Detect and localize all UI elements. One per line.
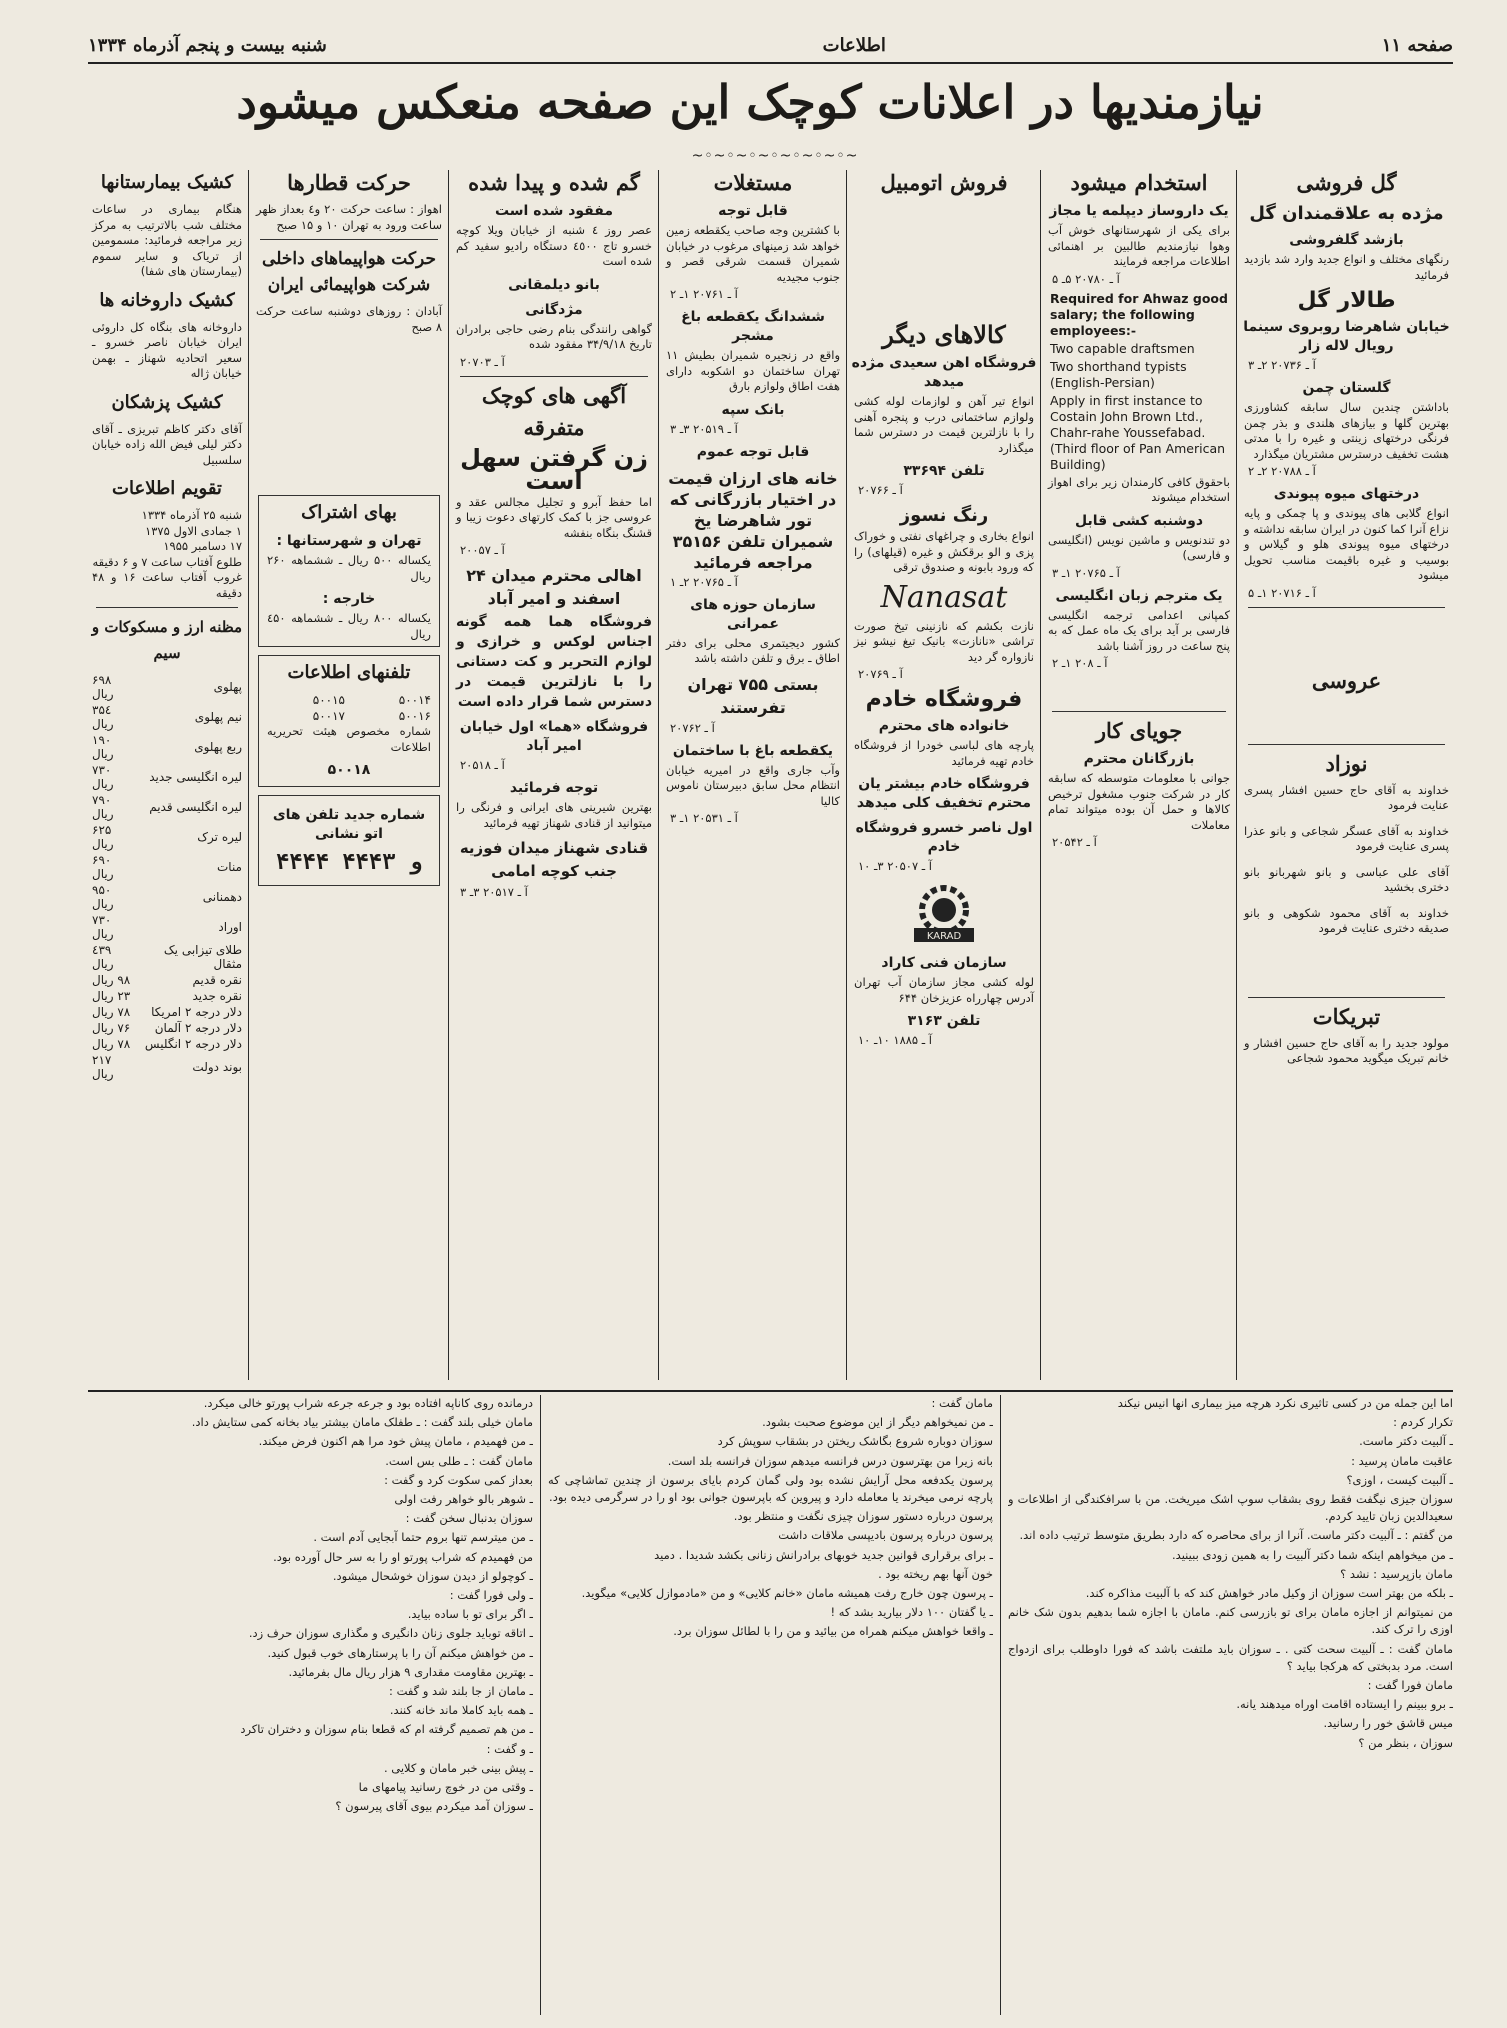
congrats-heading: تبریکات bbox=[1312, 1003, 1381, 1029]
ad-code: آ ـ ۲۰۵۳۱ ۱ـ ۳ bbox=[670, 811, 738, 825]
doctors-heading: کشیک پزشکان bbox=[111, 391, 223, 413]
phones-note: شماره مخصوص هیئت تحریریه اطلاعات bbox=[267, 724, 431, 754]
currency-name: لیره انگلیسی جدید bbox=[149, 770, 242, 784]
currency-value: ۷۳۰ ریال bbox=[92, 763, 114, 791]
page-banner-title: نیازمندیها در اعلانات کوچک این صفحه منعکس میشود bbox=[236, 75, 1264, 129]
masthead-page-number: صفحه ۱۱ bbox=[1381, 34, 1453, 56]
currency-value: ۷۸ ریال bbox=[92, 1037, 131, 1051]
ad-code: آ ـ ۲۰۷۶۹ bbox=[858, 667, 903, 681]
column-heading: گل فروشی bbox=[1296, 170, 1397, 195]
currency-value: ۲۳ ریال bbox=[92, 989, 131, 1003]
ad-code: آ ـ ۲۰۵۱۹ ۳ـ ۳ bbox=[670, 421, 738, 436]
story-paragraph: بانه زیرا من بهترسون درس فرانسه میدهم سوزان فرانسه بلد است. bbox=[667, 1453, 993, 1468]
ad-title: خانواده های محترم bbox=[878, 718, 1010, 734]
ad-code: آ ـ ۲۰۷۶۱ ۱ـ ۲ bbox=[670, 287, 738, 301]
new-phone-label: شماره جدید تلفن های اتو نشانی bbox=[272, 807, 426, 842]
ad-title: ششدانگ یکقطعه باغ مشجر bbox=[681, 309, 825, 344]
story-paragraph: ـ من نمیخواهم دیگر از این موضوع صحبت بشود. bbox=[762, 1415, 993, 1430]
column-cars-goods bbox=[850, 170, 1038, 1380]
ad-code: آ ـ ۲۰۷۶۲ bbox=[670, 720, 715, 735]
column-rule bbox=[1236, 170, 1237, 1380]
ad-bank: بانک سپه bbox=[721, 401, 785, 418]
english-ad-line: Two capable draftsmen bbox=[1050, 340, 1195, 356]
divider bbox=[1052, 711, 1226, 712]
wedding-heading: عروسی bbox=[1311, 667, 1382, 693]
ad-text: با کشترین وجه صاحب یکقطعه زمین خواهد شد زمینهای مرغوب در خیابان شمیران قسمت شرقی قصر و جنوب مجیدیه bbox=[666, 223, 840, 284]
calendar-line: ۱ جمادی الاول ۱۳۷۵ bbox=[145, 523, 242, 538]
ad-title: قابل توجه bbox=[718, 203, 788, 219]
ad-title: قابل توجه عموم bbox=[696, 443, 810, 460]
english-ad-line: Two shorthand typists (English-Persian) bbox=[1050, 358, 1187, 390]
column-rule bbox=[1000, 1395, 1001, 2015]
story-paragraph: پرسون یکدفعه محل آرایش نشده بود ولی گمان کردم بایای برسون از چندین تماشاچی که پارچه نرمی میخرند یا معامله دارد و پیروین که باپرسون جوانی بود او را در سرگرمی دیده بود. bbox=[548, 1472, 993, 1505]
currency-value: ٤۳۹ ریال bbox=[92, 943, 114, 971]
pharmacy-heading: کشیک داروخانه ها bbox=[99, 289, 235, 311]
ad-text: عصر روز ٤ شنبه از خیابان ویلا کوچه خسرو تاج ٤٥٠٠ دستگاه رادیو سفید کم شده است bbox=[456, 223, 652, 268]
ornament-divider: ~◦~◦~◦~◦~◦~◦~◦~ bbox=[691, 148, 859, 164]
currency-heading: مظنه ارز و مسکوکات و سیم bbox=[91, 618, 243, 662]
ad-note: فروشگاه خادم بیشتر یان محترم تخفیف کلی میدهد bbox=[856, 776, 1032, 811]
currency-row bbox=[88, 792, 246, 822]
currency-value: ۲۱۷ ریال bbox=[92, 1053, 114, 1081]
column-heading: فروش اتومبیل bbox=[880, 170, 1008, 195]
currency-name: لیره ترک bbox=[197, 830, 242, 844]
calendar-line: ۱۷ دسامبر ۱۹۵۵ bbox=[163, 539, 242, 553]
divider bbox=[1248, 997, 1445, 998]
serial-story bbox=[88, 1395, 1453, 2015]
ad-code: آ ـ ۲۰۷۸۸ ۲ـ ۲ bbox=[1248, 464, 1316, 478]
masthead bbox=[88, 30, 1453, 60]
subscription-box bbox=[258, 495, 440, 647]
column-rule bbox=[540, 1395, 541, 2015]
story-paragraph: سوزان دوباره شروع بگاشک ریختن در بشقاب سوپش کرد bbox=[717, 1434, 993, 1449]
story-paragraph: مامان بازپرسید : نشد ؟ bbox=[1340, 1566, 1453, 1581]
subscription-domestic-label: تهران و شهرستانها : bbox=[276, 533, 422, 549]
story-column bbox=[548, 1395, 993, 2015]
karad-gear-logo-icon bbox=[904, 878, 984, 948]
story-paragraph: ـ واقعا خواهش میکنم همراه من بیائید و من را با لطائل سوزان برد. bbox=[673, 1624, 993, 1639]
classified-columns bbox=[88, 170, 1453, 1380]
ad-address: خیابان شاهرضا روبروی سینما رویال لاله زار bbox=[1243, 319, 1450, 354]
ad-text: واقع در زنجیره شمیران بطیش ۱۱ تهران ساختمان دو اشکوبه دارای هفت اطاق ولوازم بارق bbox=[666, 348, 840, 393]
column-flowers bbox=[1240, 170, 1453, 1380]
story-paragraph: مامان گفت : ـ آلبیت سحت کتی . ـ سوزان باید ملتفت باشد که فورا داوطلب برای ازدواج است. مرد بدبختی که هرکجا بیاید ؟ bbox=[1008, 1641, 1453, 1673]
story-paragraph: سوزان جیزی نیگفت فقط روی بشقاب سوپ اشک میریخت. من با سرافکندگی از اطلاعات و سعیدالدین زبان تایید کردم. bbox=[1008, 1492, 1453, 1524]
ad-title: مفقود شده است bbox=[494, 203, 614, 219]
phones-heading: تلفنهای اطلاعات bbox=[287, 662, 411, 683]
ad-text: انواع گلابی های پیوندی و پا چمکی و پایه نزاع آنرا کما کنون در ایران سابقه نداشته و درختهای میوه پیوندی هلو و گیلاس و بوسیب و غیره باقیمت مناسب تحویل میشود bbox=[1244, 506, 1449, 582]
ad-text: کمپانی اعدامی ترجمه انگلیسی فارسی بر آید برای یک ماه عمل که به پنج ساعت در روز آشنا باشد bbox=[1048, 607, 1230, 653]
birth-heading: نوزاد bbox=[1325, 750, 1368, 776]
story-paragraph: من نمیتوانم از اجازه مامان برای تو بازرسی کنم. مامان با اجازه شما بدهیم بدون شک خانم اوزی را ترک کند. bbox=[1008, 1605, 1453, 1637]
ad-code: آ ـ ۲۰۷۶۵ ۱ـ ۳ bbox=[1052, 565, 1120, 580]
story-paragraph: ـ ولی فورا گفت : bbox=[449, 1588, 533, 1603]
new-phone-box bbox=[258, 795, 440, 886]
currency-row bbox=[88, 972, 246, 988]
story-paragraph: ـ و گفت : bbox=[486, 1741, 533, 1756]
story-paragraph: ـ من میترسم تنها بروم حتما آبجایی آدم است . bbox=[313, 1530, 533, 1545]
ad-address: اول ناصر خسرو فروشگاه خادم bbox=[855, 820, 1033, 855]
story-paragraph: تکرار کردم : bbox=[1393, 1415, 1453, 1430]
ad-title: توجه فرمائید bbox=[509, 780, 599, 796]
goods-heading: کالاهای دیگر bbox=[882, 320, 1006, 349]
phone-number: ۵۰۰۱۸ bbox=[327, 762, 371, 778]
currency-row bbox=[88, 912, 246, 942]
story-paragraph: ـ اتاقه توباید جلوی زنان دانگیری و مگذاری سوزان حرف زد. bbox=[248, 1626, 533, 1641]
column-lost-found bbox=[452, 170, 656, 1380]
masthead-date: شنبه بیست و پنجم آذرماه ۱۳۳۴ bbox=[88, 34, 327, 56]
currency-row bbox=[88, 672, 246, 702]
calendar-heading: تقویم اطلاعات bbox=[112, 478, 222, 499]
currency-value: ۹۵۰ ریال bbox=[92, 883, 114, 911]
story-paragraph: ـ یا گفتان ۱۰۰ دلار بیارید بشد که ! bbox=[830, 1605, 993, 1620]
currency-row bbox=[88, 1020, 246, 1036]
ad-highlight: زن گرفتن سهل است bbox=[460, 443, 648, 495]
currency-row bbox=[88, 762, 246, 792]
section-rule bbox=[88, 1390, 1453, 1392]
currency-row bbox=[88, 882, 246, 912]
column-heading: مستغلات bbox=[713, 170, 793, 195]
currency-name: طلای تیزابی یک مثقال bbox=[163, 943, 242, 971]
hospital-text: هنگام بیماری در ساعات مختلف شب بالاترتیب به مرکز زیر مراجعه فرمائید: مسمومین از تریاک و سایر سموم (بیمارستان های شفا) bbox=[92, 202, 242, 278]
story-paragraph: ـ من خواهش میکنم آن را با پرستارهای خوب قبول کنید. bbox=[267, 1645, 533, 1660]
currency-row bbox=[88, 1052, 246, 1082]
story-paragraph: سوزان ، بنظر من ؟ bbox=[1358, 1735, 1453, 1750]
story-paragraph: خون آنها بهم ریخته بود . bbox=[878, 1566, 993, 1581]
currency-value: ۶۹۰ ریال bbox=[92, 853, 114, 881]
ad-text: برای یکی از شهرستانهای خوش آب وهوا نیازمندیم طالبین بر اهنمائی اطلاعات مراجعه فرمایند bbox=[1048, 223, 1230, 268]
misc-heading: متفرقه bbox=[523, 414, 585, 440]
ad-phone: تلفن ۳۱۶۳ bbox=[907, 1013, 981, 1029]
story-column bbox=[1008, 1395, 1453, 2015]
story-paragraph: من گفتم : ـ آلبیت دکتر ماست. آنرا از برای محاصره که دارد بطریق متوسط ترتیب داده اند. bbox=[1019, 1528, 1453, 1543]
currency-row bbox=[88, 822, 246, 852]
masthead-rule bbox=[88, 62, 1453, 64]
ad-title: بازرگانان محترم bbox=[1083, 751, 1195, 767]
story-paragraph: بعداز کمی سکوت کرد و گفت : bbox=[384, 1472, 533, 1487]
currency-name: ربع پهلوی bbox=[194, 740, 242, 754]
ad-title: یکقطعه باغ با ساختمان bbox=[672, 742, 834, 759]
currency-row bbox=[88, 988, 246, 1004]
ad-text: پارچه های لباسی خودرا از فروشگاه خادم تهیه فرمائید bbox=[854, 738, 1034, 768]
story-paragraph: ـ برو ببینم را ایستاده اقامت اوراه میدهند یانه. bbox=[1236, 1697, 1453, 1712]
ad-code: آ ـ ۲۰۷۸۰ ۵ـ ۵ bbox=[1052, 271, 1120, 286]
story-paragraph: ـ شوهر بالو خواهر رفت اولی bbox=[394, 1492, 533, 1507]
currency-name: منات bbox=[216, 860, 242, 874]
story-paragraph: سوزان بدنبال سخن گفت : bbox=[405, 1511, 533, 1526]
masthead-paper-name: اطلاعات bbox=[822, 34, 886, 56]
ad-title: یک داروساز دیپلمه یا مجاز bbox=[1049, 203, 1229, 219]
calendar-line: شنبه ۲۵ آذرماه ۱۳۳۴ bbox=[141, 508, 242, 522]
story-paragraph: ـ کوچولو از دیدن سوزان خوشحال میشود. bbox=[332, 1568, 533, 1583]
currency-name: اوراد bbox=[218, 920, 242, 934]
column-rule bbox=[846, 170, 847, 1380]
currency-row bbox=[88, 702, 246, 732]
column-rule bbox=[658, 170, 659, 1380]
ad-title: درختهای میوه پیوندی bbox=[1273, 486, 1420, 502]
english-ad-line: Apply in first instance to Costain John Brown Ltd., Chahr-rahe Youssefabad. (Third floor of Pan American Building) bbox=[1050, 392, 1226, 472]
story-paragraph: ـ همه باید کاملا ماند خانه کنند. bbox=[389, 1703, 533, 1718]
story-paragraph: ـ پرسون چون خارج رفت همیشه مامان «خانم کلایی» و من «مادموازل کلایی» میگوید. bbox=[581, 1586, 993, 1601]
phone-number: ۵۰۰۱۶ bbox=[398, 709, 431, 723]
story-paragraph: اما این جمله من در کسی تاثیری نکرد هرچه میز بیماری انها انیس نیکند bbox=[1117, 1396, 1453, 1410]
ad-title: سازمان فنی کاراد bbox=[881, 955, 1007, 971]
currency-value: ۷۸ ریال bbox=[92, 1005, 131, 1019]
ad-code: آ ـ ۲۰۷۶۶ bbox=[858, 483, 903, 497]
column-rule bbox=[248, 170, 249, 1380]
phone-number: ۵۰۰۱۴ bbox=[398, 693, 431, 707]
divider bbox=[1248, 607, 1445, 608]
ad-title: رنگ نسوز bbox=[899, 505, 989, 526]
ad-code: آ ـ ۲۰۷۶۵ ۲ـ ۱ bbox=[670, 574, 738, 589]
ad-code: آ ـ ۲۰۷۱۶ ۱ـ ۵ bbox=[1248, 585, 1316, 600]
column-rule bbox=[1040, 170, 1041, 1380]
phone-number: ۵۰۰۱۵ bbox=[312, 693, 345, 707]
karad-label: KARAD bbox=[926, 931, 962, 942]
ad-text: لوله کشی مجاز سازمان آب تهران آدرس چهارراه عزیزخان ۶۴۴ bbox=[854, 975, 1034, 1005]
phones-table bbox=[263, 692, 435, 724]
column-heading: کشیک بیمارستانها bbox=[100, 172, 234, 193]
calendar-line: غروب آفتاب ساعت ۱۶ و ۴۸ دقیقه bbox=[92, 570, 242, 600]
story-column bbox=[88, 1395, 533, 2015]
ad-title: مژده به علاقمندان گل bbox=[1249, 203, 1444, 224]
story-paragraph: پرسون درباره دستور سوزان چیزی نگفت و منتظر بود. bbox=[733, 1509, 993, 1524]
ad-phone: تلفن ۳۳۶۹۴ bbox=[903, 463, 985, 479]
birth-notice: خداوند به آقای محمود شکوهی و بانو صدیقه دختری عنایت فرمود bbox=[1244, 905, 1449, 935]
ad-text: اما حفظ آبرو و تجلیل مجالس عقد و عروسی جز با کمک کارتهای دعوت زیبا و قشنگ بنگاه بنفشه bbox=[456, 494, 652, 540]
ad-code: آ ـ ۲۰۰۵۷ bbox=[460, 543, 505, 557]
column-heading: حرکت قطارها bbox=[287, 170, 411, 195]
currency-name: لیره انگلیسی قدیم bbox=[149, 800, 242, 814]
story-paragraph: ـ مامان از جا بلند شد و گفت : bbox=[389, 1684, 533, 1699]
ad-text: بهترین شیرینی های ایرانی و فرنگی را میتوانید از قنادی شهناز تهیه فرمائید bbox=[456, 800, 652, 830]
currency-name: دلار درجه ۲ انگلیس bbox=[144, 1037, 242, 1051]
currency-row bbox=[88, 942, 246, 972]
story-paragraph: ـ بلکه من بهتر است سوزان از وکیل مادر خواهش کند که با آلبیت مذاکره کند. bbox=[1085, 1586, 1453, 1601]
ad-title: گلستان چمن bbox=[1302, 380, 1391, 396]
ad-title: یک مترجم زبان انگلیسی bbox=[1055, 587, 1223, 604]
story-paragraph: عاقبت مامان پرسید : bbox=[1351, 1453, 1453, 1468]
shop-heading: فروشگاه خادم bbox=[865, 687, 1023, 712]
ad-text: باحقوق کافی کارمندان زیر برای اهواز استخدام میشوند bbox=[1048, 474, 1230, 504]
story-paragraph: میس قاشق خور را رسانید. bbox=[1323, 1716, 1453, 1731]
column-heading: استخدام میشود bbox=[1070, 170, 1208, 195]
ad-highlight: خانه های ارزان قیمت در اختیار بازرگانی که تور شاهرضا یخ شمیران تلفن ۳۵۱۵۶ مراجعه فرمائید bbox=[668, 468, 838, 572]
phones-box bbox=[258, 655, 440, 787]
ad-code: آ ـ ۲۰۵۰۷ ۳ـ ۱۰ bbox=[858, 859, 933, 873]
column-heading: گم شده و پیدا شده bbox=[468, 170, 640, 195]
currency-row bbox=[88, 852, 246, 882]
pharmacy-text: داروخانه های بنگاه کل داروئی ایران خیابان ناصر خسرو ـ سعیر اتحادیه شهناز ـ بهمن خیابان ژاله bbox=[92, 319, 242, 380]
ad-name: طالار گل bbox=[1297, 288, 1396, 313]
ad-text: نازت بکشم که نازنینی تیخ صورت تراشی «نانازت» بانیک تیغ نیشو نیز نازواره گر دید bbox=[854, 618, 1034, 664]
ad-subtitle: بازشد گلفروشی bbox=[1289, 232, 1404, 248]
calendar-line: طلوع آفتاب ساعت ۷ و ۶ دقیقه bbox=[92, 554, 242, 569]
currency-row bbox=[88, 1036, 246, 1052]
currency-value: ۷۳۰ ریال bbox=[92, 913, 114, 941]
ad-text: کشور دیجیتمری محلی برای دفتر اطاق ـ برق و تلفن داشته باشد bbox=[666, 635, 840, 665]
ad-code: آ ـ ۲۰۵۴۲ bbox=[1052, 835, 1097, 849]
column-rule bbox=[448, 170, 449, 1380]
train-schedule: اهواز : ساعت حرکت ۲۰ و٤ بعداز ظهر ساعت ورود به تهران ۱۰ و ۱۵ صبح bbox=[256, 202, 442, 232]
story-paragraph: مامان گفت : ـ طلی بس است. bbox=[385, 1453, 533, 1468]
currency-value: ۳۵٤ ریال bbox=[92, 703, 114, 731]
ad-text: انواع بخاری و چراغهای نفتی و خوراک پزی و الو برقکش و غیره (قیلهای) را که ورود بابونه و صندوق ترقی bbox=[854, 529, 1034, 574]
story-paragraph: ـ وقتی من در خوچ رسانید پیامهای ما bbox=[358, 1780, 533, 1795]
story-paragraph: ـ آلبیت دکتر ماست. bbox=[1359, 1434, 1453, 1449]
congrats-notice: مولود جدید را به آقای حاج حسین افشار و خانم تبریک میگوید محمود شجاعی bbox=[1244, 1035, 1449, 1065]
currency-value: ۱۹۰ ریال bbox=[92, 733, 114, 761]
subscription-domestic-rates: یکساله ۵۰۰ ریال ـ ششماهه ۲۶۰ ریال bbox=[267, 553, 432, 583]
story-paragraph: مامان خیلی بلند گفت : ـ طفلک مامان بیشتر بیاد بخانه کمی ستایش داد. bbox=[191, 1415, 533, 1430]
ad-code: آ ـ ۲۰۵۱۸ bbox=[460, 758, 505, 772]
story-paragraph: ـ برای برقراری قوانین جدید خوبهای برادرانش زنانی بکشد شدیدا . دمید bbox=[654, 1547, 993, 1562]
story-paragraph: ـ من فهمیدم ، مامان پیش خود مرا هم اکنون فرض میکند. bbox=[258, 1434, 533, 1449]
currency-name: دلار درجه ۲ آلمان bbox=[154, 1021, 242, 1035]
ad-code: آ ـ ۲۰۷۳۶ ۲ـ ۳ bbox=[1248, 358, 1316, 372]
column-employment bbox=[1044, 170, 1234, 1380]
phone-number: ۵۰۰۱۷ bbox=[312, 709, 345, 723]
airline-schedule: آبادان : روزهای دوشنبه ساعت حرکت ۸ صبح bbox=[256, 304, 442, 334]
ad-code: آ ـ ۲۰۷۰۳ bbox=[460, 354, 505, 369]
subscription-abroad-label: خارجه : bbox=[322, 591, 376, 607]
story-paragraph: ـ اگر برای تو با ساده بیاید. bbox=[407, 1607, 533, 1622]
currency-name: دلار درجه ۲ امریکا bbox=[151, 1005, 242, 1019]
ad-code: آ ـ ۲۰۵۱۷ ۳ـ ۳ bbox=[460, 885, 528, 899]
column-real-estate bbox=[662, 170, 844, 1380]
story-paragraph: ـ من میخواهم اینکه شما دکتر آلبیت را به همین زودی ببینید. bbox=[1172, 1547, 1453, 1562]
small-ads-heading: آگهی های کوچک bbox=[481, 382, 627, 408]
job-seeker-heading: جویای کار bbox=[1095, 718, 1183, 743]
subscription-abroad-rates: یکساله ۸۰۰ ریال ـ ششماهه ٤۵۰ ریال bbox=[267, 611, 432, 641]
story-paragraph: مامان فورا گفت : bbox=[1367, 1678, 1453, 1693]
column-services bbox=[88, 170, 246, 1380]
currency-row bbox=[88, 732, 246, 762]
ad-title: مژدگانی bbox=[525, 301, 583, 318]
currency-name: نیم پهلوی bbox=[194, 710, 242, 724]
english-ad-line: Required for Ahwaz good salary; the following employees:- bbox=[1050, 290, 1228, 338]
story-paragraph: ـ آلبیت کیست ، اوزی؟ bbox=[1346, 1472, 1453, 1487]
divider bbox=[1248, 744, 1445, 745]
story-paragraph: ـ سوزان آمد میکردم بیوی آقای پیرسون ؟ bbox=[335, 1799, 533, 1814]
ad-subtitle: دوشنبه کشی قابل bbox=[1074, 512, 1204, 529]
ad-highlight: قنادی شهناز میدان فوزیه جنب کوچه امامی bbox=[459, 839, 649, 880]
story-paragraph: مامان گفت : bbox=[931, 1396, 993, 1410]
currency-value: ۶۲۵ ریال bbox=[92, 823, 114, 851]
currency-name: دهمنانی bbox=[202, 890, 242, 904]
divider bbox=[260, 239, 438, 240]
currency-row bbox=[88, 1004, 246, 1020]
ad-code: آ ـ ۲۰۸ ۱ـ ۲ bbox=[1052, 656, 1108, 670]
ad-signature: بانو دیلمقانی bbox=[508, 276, 600, 293]
divider bbox=[460, 376, 648, 377]
story-paragraph: ـ پیش بینی خبر مامان و کلایی . bbox=[383, 1760, 533, 1775]
story-paragraph: پرسون درباره پرسون بادیپسی ملاقات داشت bbox=[778, 1528, 993, 1543]
currency-value: ۹۸ ریال bbox=[92, 973, 131, 987]
currency-table bbox=[88, 672, 246, 1082]
subscription-heading: بهای اشتراک bbox=[301, 502, 397, 523]
birth-notice: خداوند به آقای حاج حسین افشار پسری عنایت فرمود bbox=[1244, 782, 1449, 812]
currency-name: پهلوی bbox=[213, 680, 242, 694]
currency-name: نقره جدید bbox=[192, 989, 242, 1003]
currency-name: نقره قدیم bbox=[192, 973, 242, 987]
ad-text: گواهی رانندگی بنام رضی حاجی برادران تاریخ ۳۴/۹/۱۸ مفقود شده bbox=[456, 321, 652, 351]
ad-text: فروشگاه هما همه گونه اجناس لوکس و خرازی و لوازم التحریر و کت دستانی را با نازلترین قیمت در دسترس شما قرار داده است bbox=[456, 614, 652, 710]
ad-highlight: بستی ۷۵۵ تهران تفرستند bbox=[687, 674, 819, 717]
airline-heading: حرکت هواپیماهای داخلی شرکت هواپیمائی ایران bbox=[262, 249, 436, 295]
story-paragraph: من فهمیدم که شراب پورتو او را به سر حال آورده بود. bbox=[273, 1549, 533, 1564]
story-paragraph: ـ بهترین مقاومت مقداری ۹ هزار ریال مال بفرمائید. bbox=[288, 1664, 533, 1679]
ad-address: فروشگاه «هما» اول خیابان امیر آباد bbox=[459, 719, 649, 754]
nanasat-logo: Nanasat bbox=[880, 579, 1008, 615]
new-phone-number: ۴۴۴۴ و ۴۴۴۳ bbox=[276, 850, 422, 875]
ad-title: سازمان حوزه های عمرانی bbox=[690, 596, 816, 632]
story-paragraph: درمانده روی کاناپه افتاده بود و جرعه جرعه شراب پورتو خالی میکرد. bbox=[203, 1396, 533, 1410]
column-transport-info bbox=[252, 170, 446, 1380]
ad-text: وآب جاری واقع در امیریه خیابان انتظام محل سابق دبیرستان ناموس کالیا bbox=[666, 762, 840, 808]
ad-code: آ ـ ۱۸۸۵ ۱۰ـ ۱۰ bbox=[858, 1033, 933, 1047]
currency-value: ۷۶ ریال bbox=[92, 1021, 131, 1035]
currency-name: بوند دولت bbox=[192, 1060, 242, 1074]
ad-text: باداشتن چندین سال سابقه کشاورزی بهترین گلها و بیازهای هلندی و بذر چمن فرنگی درختهای زینتی و غیره را با مدتی هشت تخفیف درسترس مشتریان میگذارد bbox=[1244, 400, 1449, 461]
currency-value: ۷۹۰ ریال bbox=[92, 793, 114, 821]
ad-text: جوانی با معلومات متوسطه که سابقه کار در شرکت جنوب مشغول ترخیص کالاها و حمل آن بوده میتواند تمام معاملات bbox=[1048, 771, 1230, 832]
birth-notice: خداوند به آقای عسگر شجاعی و بانو عذرا پسری عنایت فرمود bbox=[1244, 823, 1449, 853]
ad-highlight: اهالی محترم میدان ۲۴ اسفند و امیر آباد bbox=[466, 566, 642, 608]
ad-text: دو تندنویس و ماشین نویس (انگلیسی و فارسی) bbox=[1048, 532, 1230, 562]
currency-value: ۶۹۸ ریال bbox=[92, 673, 114, 701]
ad-text: رنگهای مختلف و انواع جدید وارد شد بازدید فرمائید bbox=[1244, 252, 1449, 282]
story-paragraph: ـ من هم تصمیم گرفته ام که قطعا بنام سوزان و دختران تاکرد bbox=[240, 1722, 533, 1737]
birth-notice: آقای علی عباسی و بانو شهربانو بانو دختری بخشید bbox=[1244, 864, 1449, 894]
divider bbox=[96, 607, 238, 608]
ad-title: فروشگاه اهن سعیدی مژده میدهد bbox=[851, 355, 1037, 390]
doctors-text: آقای دکتر کاظم تبریزی ـ آقای دکتر لیلی فیض الله زاده خیابان سلسبیل bbox=[92, 421, 242, 467]
ad-text: انواع تیر آهن و لوازمات لوله کشی ولوازم ساختمانی درب و پنجره آهنی را با نازلترین قیمت در دسترس شما میگذارد bbox=[854, 394, 1034, 455]
